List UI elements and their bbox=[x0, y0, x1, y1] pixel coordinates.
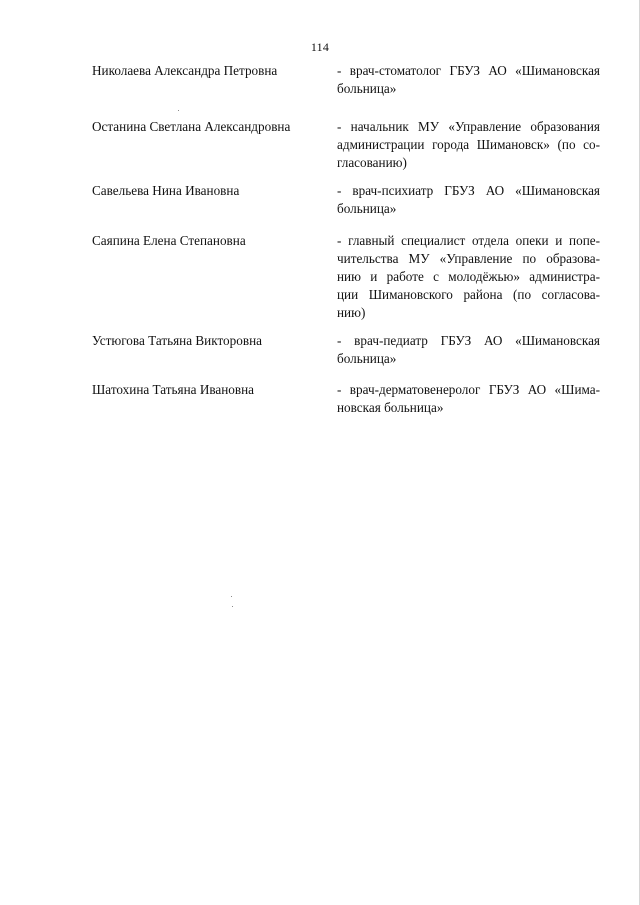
role-line: - врач-дерматовенеролог ГБУЗ АО «Шима- bbox=[337, 382, 600, 397]
role-line: ции Шимановского района (по согласова- bbox=[337, 287, 600, 302]
person-role bbox=[337, 381, 600, 417]
scan-speck bbox=[232, 606, 233, 607]
person-role bbox=[337, 232, 600, 322]
person-name: Останина Светлана Александровна bbox=[92, 119, 291, 134]
role-line: - начальник МУ «Управление образования bbox=[337, 119, 600, 134]
role-line: больница» bbox=[337, 81, 397, 96]
role-line: больница» bbox=[337, 201, 397, 216]
person-name: Николаева Александра Петровна bbox=[92, 63, 278, 78]
person-name: Шатохина Татьяна Ивановна bbox=[92, 382, 255, 397]
role-line: новская больница» bbox=[337, 400, 444, 415]
person-name: Савельева Нина Ивановна bbox=[92, 183, 240, 198]
person-role bbox=[337, 118, 600, 172]
list-item bbox=[0, 232, 640, 320]
person-role bbox=[337, 62, 600, 98]
role-line: больница» bbox=[337, 351, 397, 366]
role-line: гласованию) bbox=[337, 155, 407, 170]
role-line: нию) bbox=[337, 305, 366, 320]
list-item bbox=[0, 381, 640, 461]
person-role bbox=[337, 182, 600, 218]
person-name: Саяпина Елена Степановна bbox=[92, 233, 246, 248]
role-line: - главный специалист отдела опеки и попе- bbox=[337, 233, 600, 248]
scan-speck bbox=[231, 596, 232, 597]
page-number: 114 bbox=[310, 40, 330, 54]
role-line: - врач-психиатр ГБУЗ АО «Шимановская bbox=[337, 183, 600, 198]
role-line: - врач-стоматолог ГБУЗ АО «Шимановская bbox=[337, 63, 600, 78]
person-role bbox=[337, 332, 600, 368]
scan-speck bbox=[178, 110, 179, 111]
person-name: Устюгова Татьяна Викторовна bbox=[92, 333, 262, 348]
role-line: - врач-педиатр ГБУЗ АО «Шимановская bbox=[337, 333, 600, 348]
role-line: чительства МУ «Управление по образова- bbox=[337, 251, 600, 266]
role-line: нию и работе с молодёжью» администра- bbox=[337, 269, 600, 284]
role-line: администрации города Шимановск» (по со- bbox=[337, 137, 600, 152]
